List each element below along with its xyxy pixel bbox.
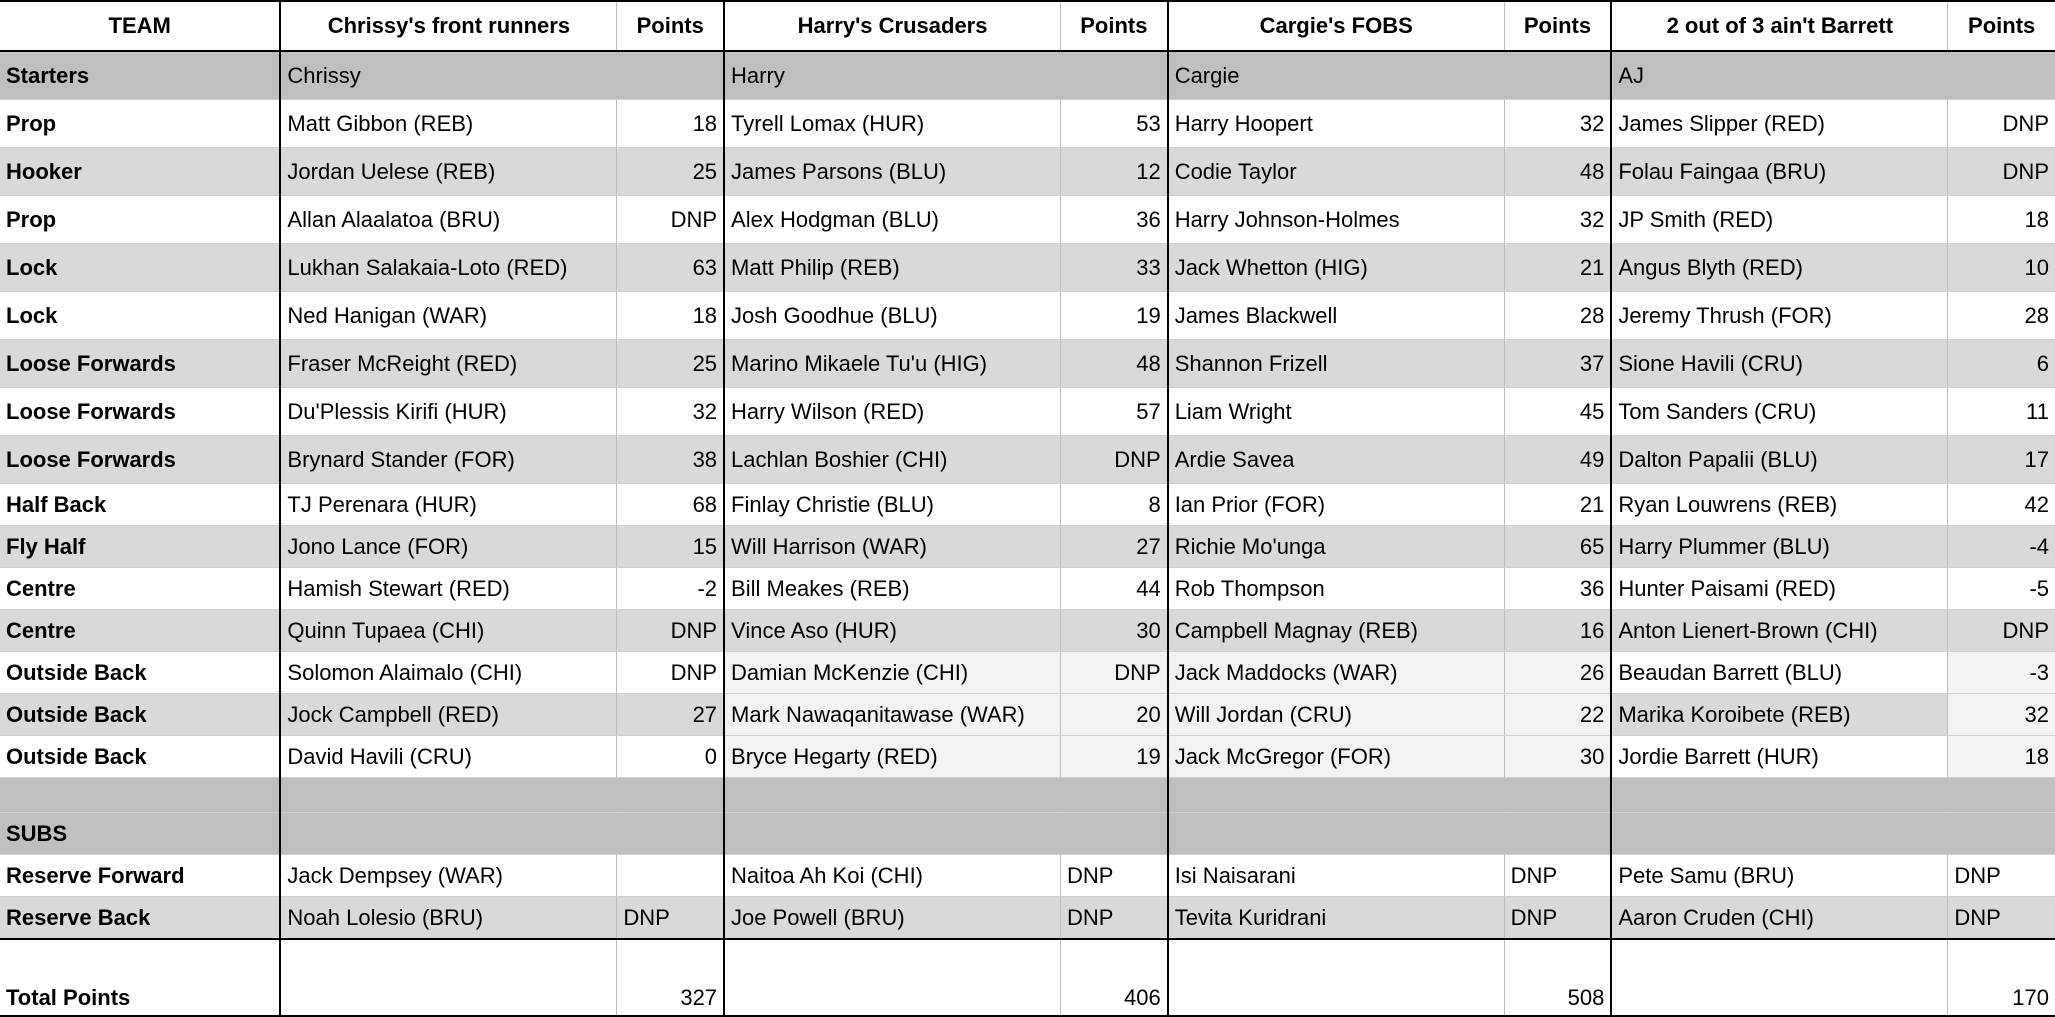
team-header[interactable]: TEAM (0, 1, 280, 51)
points-cell[interactable]: DNP (1504, 855, 1611, 897)
player-cell[interactable]: Matt Gibbon (REB) (280, 100, 616, 148)
points-cell[interactable]: 16 (1504, 610, 1611, 652)
points-cell[interactable]: 27 (617, 694, 724, 736)
points-cell[interactable]: 0 (617, 736, 724, 778)
player-cell[interactable]: JP Smith (RED) (1611, 196, 1947, 244)
points-cell[interactable]: DNP (1948, 610, 2055, 652)
points-cell[interactable]: DNP (617, 196, 724, 244)
position-cell[interactable]: Outside Back (0, 736, 280, 778)
points-cell[interactable]: 45 (1504, 388, 1611, 436)
total-empty-cell[interactable] (724, 939, 1060, 1016)
empty-cell[interactable] (1061, 778, 1168, 813)
points-cell[interactable]: DNP (1061, 855, 1168, 897)
points-cell[interactable]: 18 (1948, 196, 2055, 244)
points-cell[interactable]: -3 (1948, 652, 2055, 694)
points-cell[interactable]: DNP (617, 652, 724, 694)
position-cell[interactable]: Reserve Back (0, 897, 280, 940)
player-cell[interactable]: TJ Perenara (HUR) (280, 484, 616, 526)
total-empty-cell[interactable] (280, 939, 616, 1016)
player-cell[interactable]: Jeremy Thrush (FOR) (1611, 292, 1947, 340)
player-cell[interactable]: Hamish Stewart (RED) (280, 568, 616, 610)
points-cell[interactable]: DNP (1061, 897, 1168, 940)
table-row (0, 340, 2055, 388)
points-cell[interactable]: 36 (1504, 568, 1611, 610)
player-cell[interactable]: Will Jordan (CRU) (1168, 694, 1504, 736)
total-row (0, 939, 2055, 1016)
player-cell[interactable]: Jordan Uelese (REB) (280, 148, 616, 196)
player-cell[interactable]: Brynard Stander (FOR) (280, 436, 616, 484)
player-cell[interactable]: Solomon Alaimalo (CHI) (280, 652, 616, 694)
points-cell[interactable]: 44 (1061, 568, 1168, 610)
position-cell[interactable]: Lock (0, 244, 280, 292)
player-cell[interactable]: Tom Sanders (CRU) (1611, 388, 1947, 436)
points-cell[interactable]: 12 (1061, 148, 1168, 196)
player-cell[interactable]: Josh Goodhue (BLU) (724, 292, 1060, 340)
subs-header-row (0, 813, 2055, 855)
empty-cell[interactable] (724, 778, 1060, 813)
position-cell[interactable]: Prop (0, 100, 280, 148)
player-cell[interactable]: Jack Maddocks (WAR) (1168, 652, 1504, 694)
position-cell[interactable]: Outside Back (0, 694, 280, 736)
points-header[interactable]: Points (1061, 1, 1168, 51)
points-cell[interactable]: 25 (617, 148, 724, 196)
points-cell[interactable]: DNP (1948, 897, 2055, 940)
table-row (0, 568, 2055, 610)
team-name-header[interactable]: Cargie's FOBS (1168, 1, 1504, 51)
points-cell[interactable]: 32 (1504, 196, 1611, 244)
total-points-cell[interactable]: 406 (1061, 939, 1168, 1016)
points-cell[interactable]: 32 (1948, 694, 2055, 736)
position-cell[interactable]: Loose Forwards (0, 388, 280, 436)
points-cell[interactable]: 38 (617, 436, 724, 484)
points-cell[interactable]: 18 (617, 292, 724, 340)
player-cell[interactable]: Quinn Tupaea (CHI) (280, 610, 616, 652)
position-cell[interactable]: Fly Half (0, 526, 280, 568)
empty-cell[interactable] (280, 813, 616, 855)
player-cell[interactable]: Rob Thompson (1168, 568, 1504, 610)
points-cell[interactable]: 18 (1948, 736, 2055, 778)
total-empty-cell[interactable] (1168, 939, 1504, 1016)
player-cell[interactable]: Folau Faingaa (BRU) (1611, 148, 1947, 196)
points-cell[interactable]: 17 (1948, 436, 2055, 484)
starters-row (0, 51, 2055, 100)
player-cell[interactable]: Fraser McReight (RED) (280, 340, 616, 388)
player-cell[interactable]: Campbell Magnay (REB) (1168, 610, 1504, 652)
points-cell[interactable]: 68 (617, 484, 724, 526)
player-cell[interactable]: Jack McGregor (FOR) (1168, 736, 1504, 778)
table-row (0, 388, 2055, 436)
points-cell[interactable]: 19 (1061, 292, 1168, 340)
empty-cell[interactable] (1504, 778, 1611, 813)
player-cell[interactable]: Harry Plummer (BLU) (1611, 526, 1947, 568)
points-cell[interactable]: 57 (1061, 388, 1168, 436)
table-row (0, 526, 2055, 568)
points-cell[interactable]: 65 (1504, 526, 1611, 568)
player-cell[interactable]: Sione Havili (CRU) (1611, 340, 1947, 388)
player-cell[interactable]: Richie Mo'unga (1168, 526, 1504, 568)
points-cell[interactable]: 36 (1061, 196, 1168, 244)
table-row (0, 292, 2055, 340)
position-cell[interactable]: Lock (0, 292, 280, 340)
player-cell[interactable]: Aaron Cruden (CHI) (1611, 897, 1947, 940)
points-cell[interactable]: 32 (1504, 100, 1611, 148)
points-cell[interactable]: 18 (617, 100, 724, 148)
points-cell[interactable]: 63 (617, 244, 724, 292)
player-cell[interactable]: Harry Hoopert (1168, 100, 1504, 148)
player-cell[interactable]: Noah Lolesio (BRU) (280, 897, 616, 940)
total-empty-cell[interactable] (1611, 939, 1947, 1016)
table-row (0, 100, 2055, 148)
points-cell[interactable]: 28 (1948, 292, 2055, 340)
player-cell[interactable]: Shannon Frizell (1168, 340, 1504, 388)
empty-cell[interactable] (1611, 778, 1947, 813)
empty-cell[interactable] (1611, 813, 1947, 855)
points-cell[interactable]: 27 (1061, 526, 1168, 568)
position-cell[interactable]: Centre (0, 610, 280, 652)
points-header[interactable]: Points (1948, 1, 2055, 51)
player-cell[interactable]: Tyrell Lomax (HUR) (724, 100, 1060, 148)
player-cell[interactable]: Harry Johnson-Holmes (1168, 196, 1504, 244)
owner-cell[interactable]: AJ (1611, 51, 1947, 100)
points-cell[interactable]: DNP (1061, 652, 1168, 694)
player-cell[interactable]: Ned Hanigan (WAR) (280, 292, 616, 340)
points-cell[interactable]: DNP (1948, 148, 2055, 196)
points-cell[interactable]: DNP (1504, 897, 1611, 940)
player-cell[interactable]: Jack Whetton (HIG) (1168, 244, 1504, 292)
points-cell[interactable]: 48 (1061, 340, 1168, 388)
player-cell[interactable]: Dalton Papalii (BLU) (1611, 436, 1947, 484)
player-cell[interactable]: David Havili (CRU) (280, 736, 616, 778)
player-cell[interactable]: Pete Samu (BRU) (1611, 855, 1947, 897)
empty-cell[interactable] (0, 778, 280, 813)
points-cell[interactable]: DNP (1061, 436, 1168, 484)
points-cell[interactable]: DNP (1948, 855, 2055, 897)
player-cell[interactable]: Ian Prior (FOR) (1168, 484, 1504, 526)
points-cell[interactable]: 22 (1504, 694, 1611, 736)
total-points-cell[interactable]: 327 (617, 939, 724, 1016)
points-cell[interactable]: DNP (1948, 100, 2055, 148)
player-cell[interactable]: Lachlan Boshier (CHI) (724, 436, 1060, 484)
points-cell[interactable]: 8 (1061, 484, 1168, 526)
player-cell[interactable]: Will Harrison (WAR) (724, 526, 1060, 568)
player-cell[interactable]: Jock Campbell (RED) (280, 694, 616, 736)
position-cell[interactable]: Centre (0, 568, 280, 610)
points-cell[interactable]: 11 (1948, 388, 2055, 436)
points-cell[interactable]: 30 (1061, 610, 1168, 652)
player-cell[interactable]: Liam Wright (1168, 388, 1504, 436)
table-row (0, 196, 2055, 244)
position-cell[interactable]: Half Back (0, 484, 280, 526)
empty-cell[interactable] (1504, 813, 1611, 855)
total-label[interactable]: Total Points (0, 939, 280, 1016)
spacer-row (0, 778, 2055, 813)
empty-cell[interactable] (1061, 813, 1168, 855)
sub-row (0, 855, 2055, 897)
player-cell[interactable]: Finlay Christie (BLU) (724, 484, 1060, 526)
player-cell[interactable]: Alex Hodgman (BLU) (724, 196, 1060, 244)
player-cell[interactable]: Naitoa Ah Koi (CHI) (724, 855, 1060, 897)
table-row (0, 484, 2055, 526)
owner-points-cell[interactable] (1504, 51, 1611, 100)
player-cell[interactable]: Du'Plessis Kirifi (HUR) (280, 388, 616, 436)
player-cell[interactable]: Angus Blyth (RED) (1611, 244, 1947, 292)
player-cell[interactable]: Allan Alaalatoa (BRU) (280, 196, 616, 244)
points-cell[interactable]: 25 (617, 340, 724, 388)
player-cell[interactable]: Codie Taylor (1168, 148, 1504, 196)
player-cell[interactable]: Bill Meakes (REB) (724, 568, 1060, 610)
points-cell[interactable]: 6 (1948, 340, 2055, 388)
points-cell[interactable]: 15 (617, 526, 724, 568)
player-cell[interactable]: Marino Mikaele Tu'u (HIG) (724, 340, 1060, 388)
points-cell[interactable]: 49 (1504, 436, 1611, 484)
starters-label[interactable]: Starters (0, 51, 280, 100)
owner-points-cell[interactable] (617, 51, 724, 100)
player-cell[interactable]: Tevita Kuridrani (1168, 897, 1504, 940)
points-cell[interactable]: -2 (617, 568, 724, 610)
points-cell[interactable]: 42 (1948, 484, 2055, 526)
player-cell[interactable]: Ryan Louwrens (REB) (1611, 484, 1947, 526)
team-name-header[interactable]: 2 out of 3 ain't Barrett (1611, 1, 1947, 51)
position-cell[interactable]: Hooker (0, 148, 280, 196)
player-cell[interactable]: Anton Lienert-Brown (CHI) (1611, 610, 1947, 652)
player-cell[interactable]: Hunter Paisami (RED) (1611, 568, 1947, 610)
player-cell[interactable]: James Parsons (BLU) (724, 148, 1060, 196)
player-cell[interactable]: Jordie Barrett (HUR) (1611, 736, 1947, 778)
table-row (0, 610, 2055, 652)
empty-cell[interactable] (724, 813, 1060, 855)
player-cell[interactable]: Jack Dempsey (WAR) (280, 855, 616, 897)
points-cell[interactable]: 37 (1504, 340, 1611, 388)
empty-cell[interactable] (1168, 778, 1504, 813)
points-cell[interactable]: -5 (1948, 568, 2055, 610)
points-cell[interactable]: 28 (1504, 292, 1611, 340)
position-cell[interactable]: Loose Forwards (0, 436, 280, 484)
table-row (0, 736, 2055, 778)
points-cell[interactable]: 33 (1061, 244, 1168, 292)
points-cell[interactable]: 20 (1061, 694, 1168, 736)
player-cell[interactable]: Isi Naisarani (1168, 855, 1504, 897)
table-row (0, 694, 2055, 736)
owner-cell[interactable]: Cargie (1168, 51, 1504, 100)
player-cell[interactable]: Harry Wilson (RED) (724, 388, 1060, 436)
player-cell[interactable]: Marika Koroibete (REB) (1611, 694, 1947, 736)
player-cell[interactable]: Bryce Hegarty (RED) (724, 736, 1060, 778)
points-cell[interactable]: 10 (1948, 244, 2055, 292)
player-cell[interactable]: Damian McKenzie (CHI) (724, 652, 1060, 694)
total-points-cell[interactable]: 170 (1948, 939, 2055, 1016)
player-cell[interactable]: Matt Philip (REB) (724, 244, 1060, 292)
team-name-header[interactable]: Chrissy's front runners (280, 1, 616, 51)
owner-points-cell[interactable] (1948, 51, 2055, 100)
owner-cell[interactable]: Chrissy (280, 51, 616, 100)
points-header[interactable]: Points (617, 1, 724, 51)
team-name-header[interactable]: Harry's Crusaders (724, 1, 1060, 51)
table-row (0, 148, 2055, 196)
position-cell[interactable]: Reserve Forward (0, 855, 280, 897)
points-cell[interactable]: 32 (617, 388, 724, 436)
empty-cell[interactable] (1168, 813, 1504, 855)
player-cell[interactable]: Lukhan Salakaia-Loto (RED) (280, 244, 616, 292)
points-cell[interactable]: -4 (1948, 526, 2055, 568)
player-cell[interactable]: Beaudan Barrett (BLU) (1611, 652, 1947, 694)
empty-cell[interactable] (280, 778, 616, 813)
player-cell[interactable]: Ardie Savea (1168, 436, 1504, 484)
table-row (0, 436, 2055, 484)
player-cell[interactable]: Joe Powell (BRU) (724, 897, 1060, 940)
sub-row (0, 897, 2055, 940)
points-cell[interactable]: DNP (617, 610, 724, 652)
owner-points-cell[interactable] (1061, 51, 1168, 100)
position-cell[interactable]: Loose Forwards (0, 340, 280, 388)
position-cell[interactable]: Outside Back (0, 652, 280, 694)
owner-cell[interactable]: Harry (724, 51, 1060, 100)
player-cell[interactable]: James Slipper (RED) (1611, 100, 1947, 148)
points-header[interactable]: Points (1504, 1, 1611, 51)
points-cell[interactable] (617, 855, 724, 897)
subs-label[interactable]: SUBS (0, 813, 280, 855)
points-cell[interactable]: 26 (1504, 652, 1611, 694)
empty-cell[interactable] (1948, 778, 2055, 813)
empty-cell[interactable] (617, 813, 724, 855)
total-points-cell[interactable]: 508 (1504, 939, 1611, 1016)
empty-cell[interactable] (1948, 813, 2055, 855)
points-cell[interactable]: 19 (1061, 736, 1168, 778)
table-row (0, 244, 2055, 292)
points-cell[interactable]: 21 (1504, 244, 1611, 292)
points-cell[interactable]: 53 (1061, 100, 1168, 148)
position-cell[interactable]: Prop (0, 196, 280, 244)
points-cell[interactable]: 21 (1504, 484, 1611, 526)
player-cell[interactable]: James Blackwell (1168, 292, 1504, 340)
table-row (0, 652, 2055, 694)
empty-cell[interactable] (617, 778, 724, 813)
header-row (0, 1, 2055, 51)
points-cell[interactable]: 30 (1504, 736, 1611, 778)
player-cell[interactable]: Mark Nawaqanitawase (WAR) (724, 694, 1060, 736)
points-cell[interactable]: 48 (1504, 148, 1611, 196)
player-cell[interactable]: Vince Aso (HUR) (724, 610, 1060, 652)
player-cell[interactable]: Jono Lance (FOR) (280, 526, 616, 568)
points-cell[interactable]: DNP (617, 897, 724, 940)
